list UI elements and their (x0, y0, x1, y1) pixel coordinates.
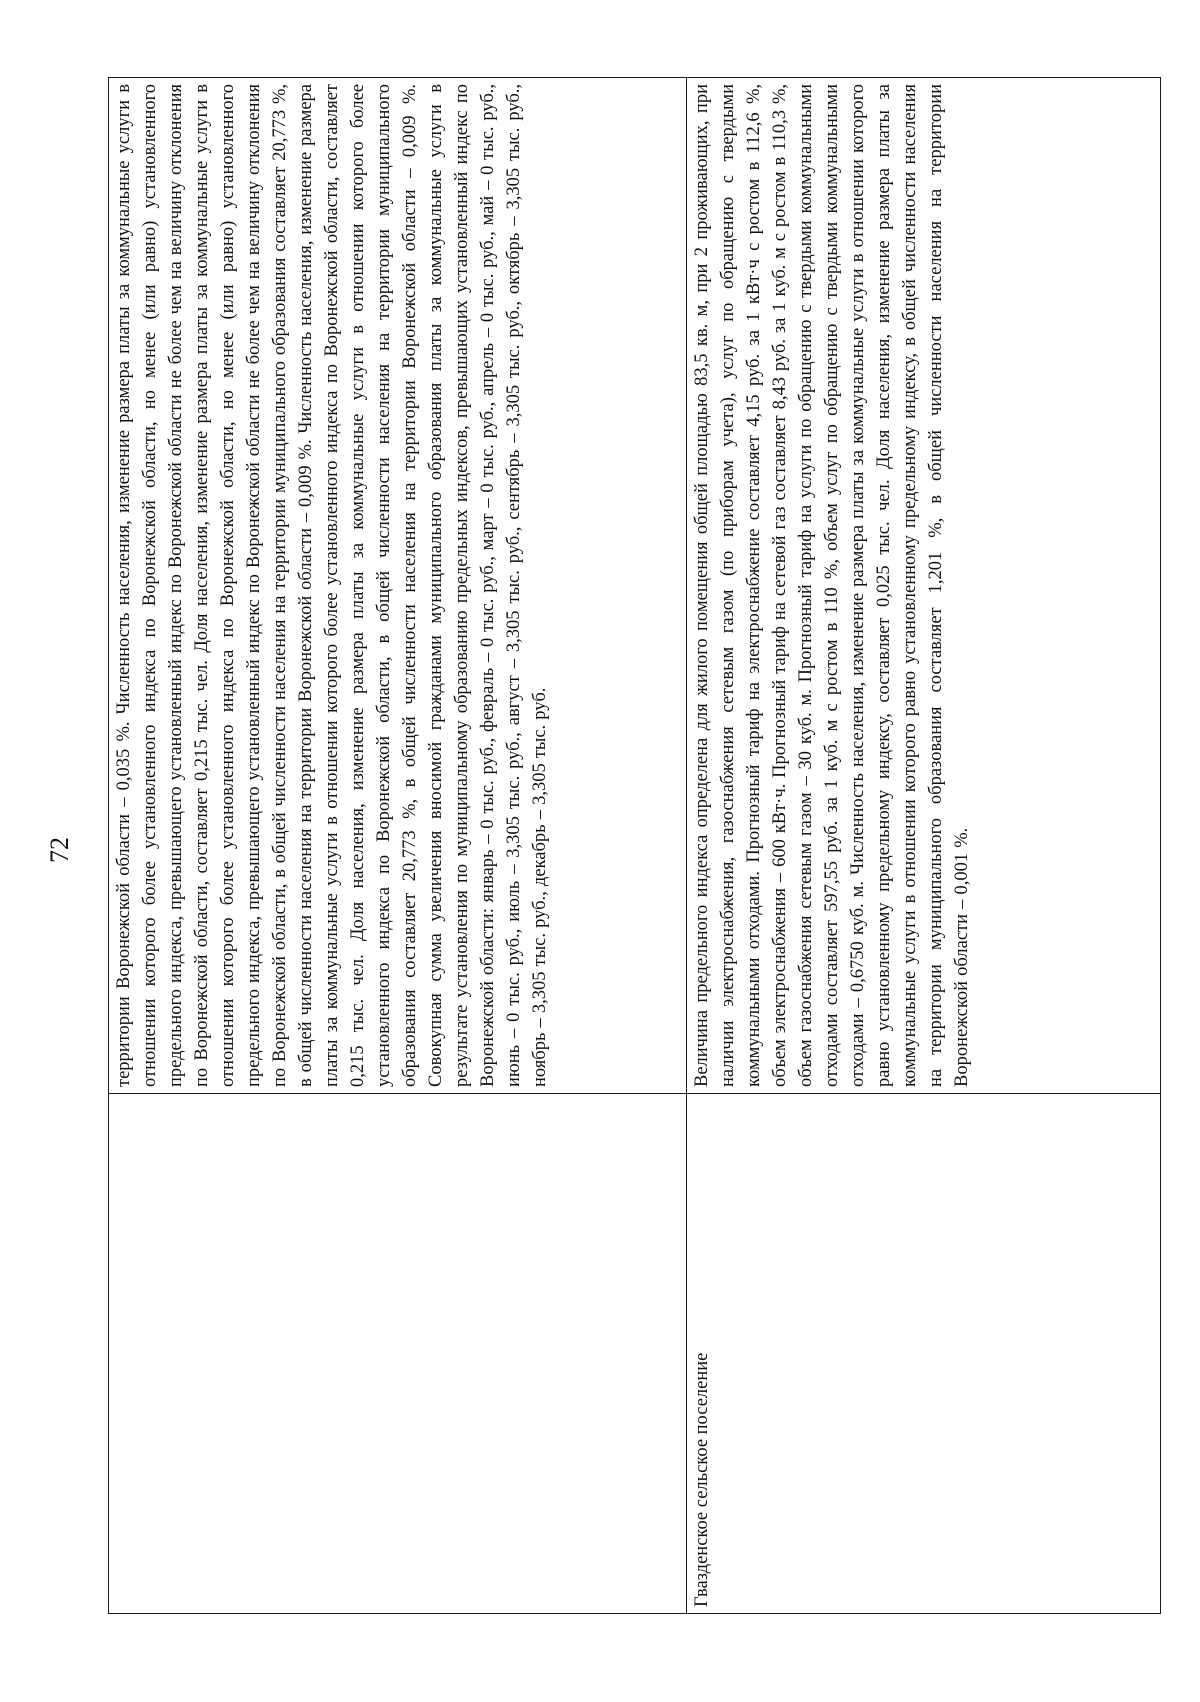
description-cell (109, 78, 687, 1094)
tariff-table (108, 77, 1161, 1614)
description-cell (687, 78, 1161, 1094)
rotated-content (108, 78, 1160, 1614)
settlement-cell (109, 1094, 687, 1614)
settlement-name: Гвазденское сельское поселение (692, 1352, 712, 1607)
table-row (687, 78, 1161, 1614)
table-row (109, 78, 687, 1614)
settlement-cell (687, 1094, 1161, 1614)
page-number (40, 790, 80, 910)
description-text: Величина предельного индекса определена для жилого помещения общей площадью 83,5 кв. м, при 2 проживающих, при наличии электроснабжения, газоснабжения сетевым газом (по приборам учета), услуг по обращению с твердыми коммунальными отходами. Прогнозный тариф на электроснабжение составляет 4,15 руб. за 1 кВт·ч с ростом в 112,6 %, объем электроснабжения – 600 кВт·ч. Прогнозный тариф на сетевой газ составляет 8,43 руб. за 1 куб. м с ростом в 110,3 %, объем газоснабжения сетевым газом – 30 куб. м. Прогнозный тариф на услуги по обращению с твердыми коммунальными отходами составляет 597,55 руб. за 1 куб. м с ростом в 110 %, объем услуг по обращению с твердыми коммунальными отходами – 0,6750 куб. м. Численность населения, изменение размера платы за коммунальные услуги в отношении которого равно установленному предельному индексу, составляет 0,025 тыс. чел. Доля населения, изменение размера платы за коммунальные услуги в отношении которого равно установленному предельному индексу, в общей численности населения на территории муниципального образования составляет 1,201 %, в общей численности населения на территории Воронежской области – 0,001 %. (692, 84, 972, 1087)
page-number-text: 72 (45, 837, 74, 863)
description-text: территории Воронежской области – 0,035 %. Численность населения, изменение размера платы за коммунальные услуги в отношении которого более установленного индекса по Воронежской области, но менее (или равно) установленного предельного индекса, превышающего установленный индекс по Воронежской области не более чем на величину отклонения по Воронежской области, составляет 0,215 тыс. чел. Доля населения, изменение размера платы за коммунальные услуги в отношении которого более установленного индекса по Воронежской области, но менее (или равно) установленного предельного индекса, превышающего установленный индекс по Воронежской области не более чем на величину отклонения по Воронежской области, в общей численности населения на территории муниципального образования составляет 20,773 %, в общей численности населения на территории Воронежской области – 0,009 %. Численность населения, изменение размера платы за коммунальные услуги в отношении которого более установленного индекса по Воронежской области, составляет 0,215 тыс. чел. Доля населения, изменение размера платы за коммунальные услуги в отношении которого более установленного индекса по Воронежской области, в общей численности населения на территории муниципального образования составляет 20,773 %, в общей численности населения на территории Воронежской области – 0,009 %. Совокупная сумма увеличения вносимой гражданами муниципального образования платы за коммунальные услуги в результате установления по муниципальному образованию предельных индексов, превышающих установленный индекс по Воронежской области: январь – 0 тыс. руб., февраль – 0 тыс. руб., март – 0 тыс. руб., апрель – 0 тыс. руб., май – 0 тыс. руб., июнь – 0 тыс. руб., июль – 3,305 тыс. руб., август – 3,305 тыс. руб., сентябрь – 3,305 тыс. руб., октябрь – 3,305 тыс. руб., ноябрь – 3,305 тыс. руб., декабрь – 3,305 тыс. руб. (114, 84, 550, 1087)
